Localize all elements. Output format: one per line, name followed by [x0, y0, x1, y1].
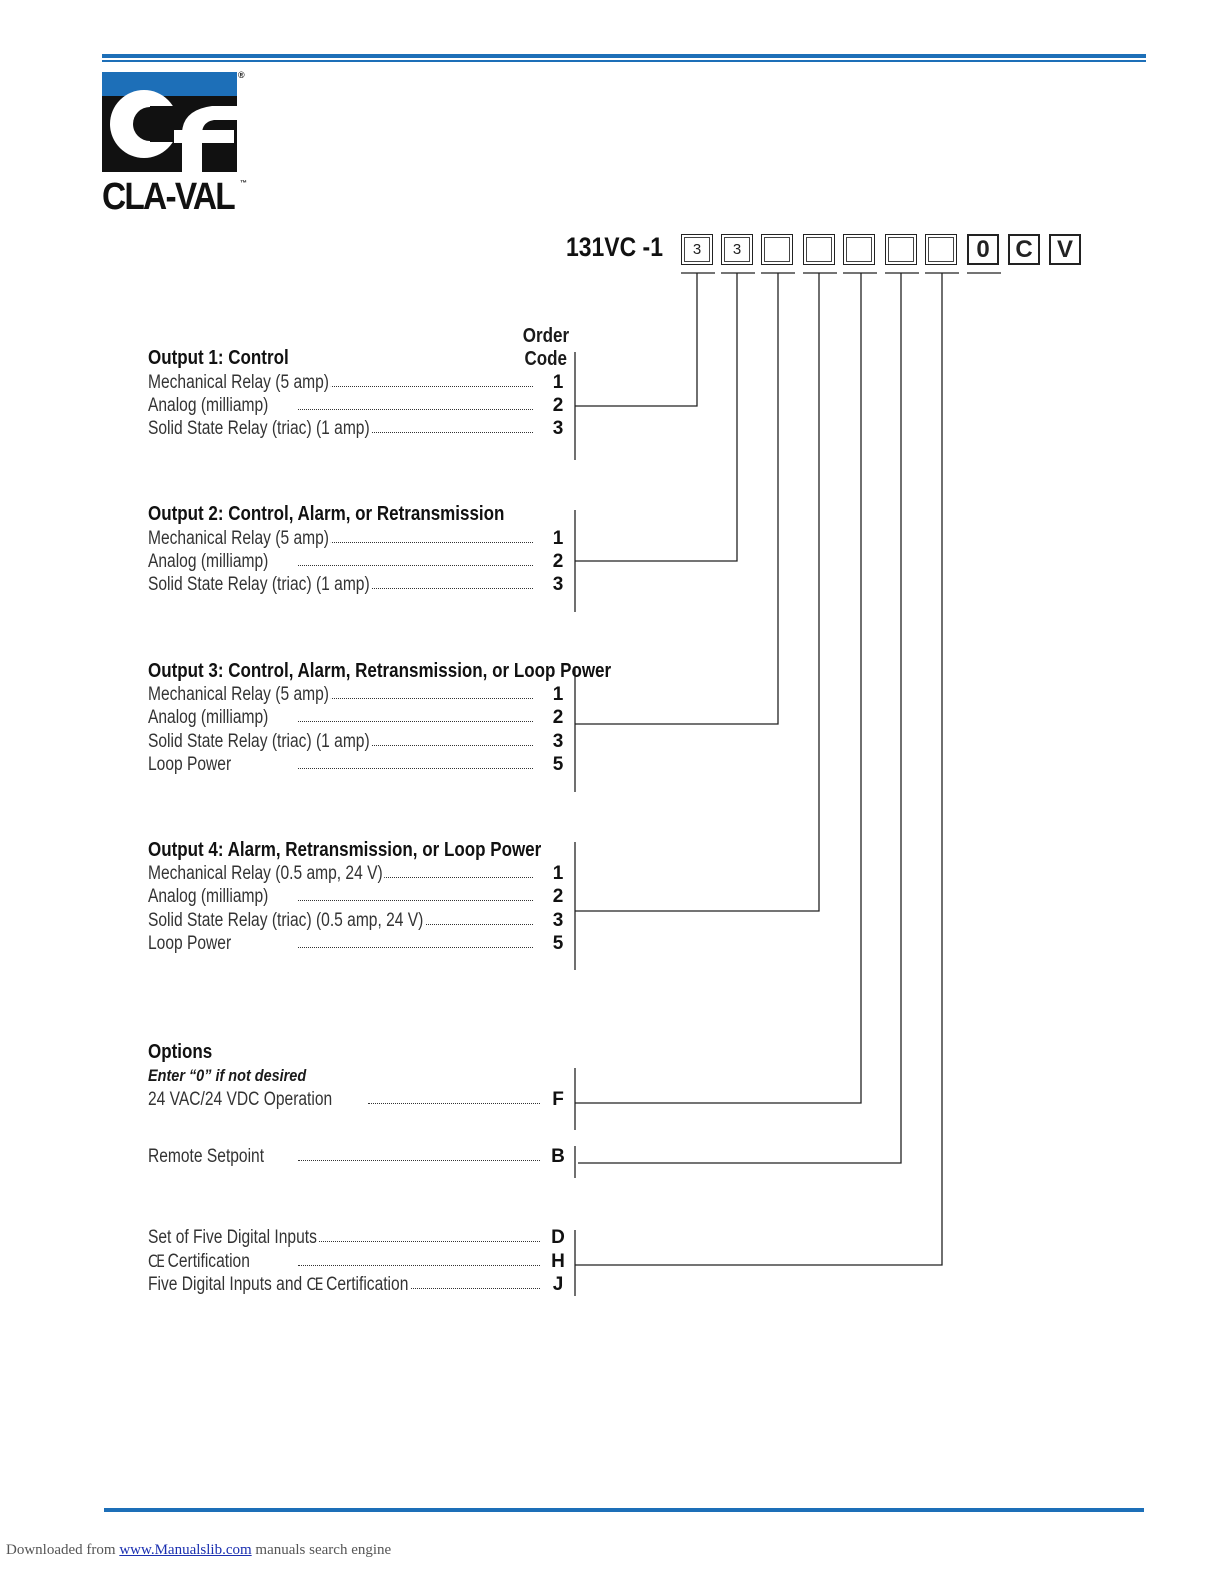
option-label [148, 707, 270, 729]
option-label [148, 372, 331, 394]
option-label-text: Analog (milliamp) [148, 707, 269, 728]
leader-dots [298, 1265, 540, 1266]
footer-prefix: Downloaded from [6, 1542, 116, 1558]
option-label-text: Solid State Relay (triac) (1 amp) [148, 418, 370, 439]
option-label-text: Analog (milliamp) [148, 551, 269, 572]
option-code: 5 [552, 933, 564, 954]
option-label [148, 933, 233, 955]
option-code: 2 [552, 707, 564, 728]
leader-dots [298, 900, 533, 901]
option-row [148, 418, 568, 440]
option-label-text: Loop Power [148, 933, 232, 954]
option-code: 2 [552, 395, 564, 416]
options-title: Options [148, 1041, 213, 1063]
section-title: Output 2: Control, Alarm, or Retransmission [148, 503, 505, 525]
ce-mark-icon: CE [306, 1275, 322, 1295]
model-prefix: 131VC -1 [566, 232, 663, 262]
order-code-header [522, 325, 570, 371]
option-row [148, 754, 568, 776]
registered-mark: ® [238, 70, 245, 80]
order-code-header-line2: Code [524, 348, 567, 370]
order-code-box [843, 234, 875, 265]
option-label [148, 1251, 252, 1273]
option-row [148, 395, 568, 417]
option-code: F [552, 1089, 564, 1110]
option-label [148, 528, 331, 550]
leader-dots [298, 542, 533, 543]
option-code: J [552, 1274, 564, 1295]
option-label-text: Remote Setpoint [148, 1146, 265, 1167]
option-label-text: Analog (milliamp) [148, 395, 269, 416]
header-rule-thin [102, 60, 1146, 62]
leader-dots [298, 768, 533, 769]
order-code-box [885, 234, 917, 265]
option-label [148, 418, 371, 440]
download-footer [6, 1542, 391, 1559]
option-code: 1 [552, 528, 564, 549]
option-row [148, 707, 568, 729]
leader-dots [298, 409, 533, 410]
leader-dots [298, 565, 533, 566]
option-row [148, 551, 568, 573]
option-label-text: Mechanical Relay (5 amp) [148, 528, 329, 549]
leader-dots [298, 386, 533, 387]
option-label [148, 395, 270, 417]
option-code: D [551, 1227, 565, 1248]
leader-dots [298, 1160, 540, 1161]
option-label [148, 1274, 410, 1296]
order-code-box [925, 234, 957, 265]
option-row [148, 1251, 568, 1273]
option-row [148, 1146, 568, 1168]
option-row [148, 731, 568, 753]
option-label-text: Mechanical Relay (5 amp) [148, 372, 329, 393]
order-code-box: 0 [967, 234, 999, 265]
order-code-box-frame [846, 237, 872, 262]
option-code: 2 [552, 886, 564, 907]
order-code-box: C [1008, 234, 1040, 265]
header-rule-thick [102, 54, 1146, 58]
option-label-text: Mechanical Relay (5 amp) [148, 684, 329, 705]
option-code: B [551, 1146, 565, 1167]
footer-suffix: manuals search engine [255, 1542, 392, 1558]
order-code-box: 3 [681, 234, 713, 265]
order-code-box [803, 234, 835, 265]
option-label-pre: Five Digital Inputs and [148, 1274, 303, 1295]
order-code-box-frame [806, 237, 832, 262]
ce-mark-icon: CE [148, 1252, 164, 1272]
footer-rule [104, 1508, 1144, 1512]
leader-dots [298, 721, 533, 722]
option-row [148, 933, 568, 955]
leader-dots [368, 1103, 540, 1104]
leader-dots [298, 698, 533, 699]
option-label-text: Certification [326, 1274, 409, 1295]
option-label-text: 24 VAC/24 VDC Operation [148, 1089, 333, 1110]
order-code-header-line1: Order [522, 325, 570, 347]
order-code-box-frame [928, 237, 954, 262]
option-label-text: Solid State Relay (triac) (1 amp) [148, 574, 370, 595]
option-code: 2 [552, 551, 564, 572]
section-title: Output 3: Control, Alarm, Retransmission, or Loop Power [148, 660, 612, 682]
options-subtitle: Enter “0” if not desired [148, 1066, 307, 1085]
option-label [148, 1146, 266, 1168]
option-label-text: Certification [167, 1251, 250, 1272]
option-label [148, 574, 371, 596]
option-label [148, 1089, 334, 1111]
leader-dots [298, 1241, 540, 1242]
header-rule [102, 54, 1146, 62]
option-label [148, 731, 371, 753]
leader-dots [298, 947, 533, 948]
option-label-text: Set of Five Digital Inputs [148, 1227, 317, 1248]
option-code: 3 [552, 731, 564, 752]
option-row [148, 574, 568, 596]
cla-val-logo [102, 72, 252, 222]
option-label [148, 754, 233, 776]
option-row [148, 372, 568, 394]
option-code: 1 [552, 684, 564, 705]
option-row [148, 1274, 568, 1296]
order-code-box-frame [724, 237, 750, 262]
option-row [148, 528, 568, 550]
option-code: 3 [552, 574, 564, 595]
order-code-box: 3 [721, 234, 753, 265]
option-label-text: Analog (milliamp) [148, 886, 269, 907]
brand-wordmark: CLA-VAL [102, 176, 234, 218]
label-prefix-group [148, 1274, 326, 1295]
option-code: 3 [552, 418, 564, 439]
order-code-box-frame [764, 237, 790, 262]
option-code: 1 [552, 372, 564, 393]
option-row [148, 1089, 568, 1111]
manualslib-link[interactable]: www.Manualslib.com [119, 1542, 252, 1558]
option-code: 5 [552, 754, 564, 775]
order-code-box [761, 234, 793, 265]
option-label [148, 910, 425, 932]
option-code: H [551, 1251, 565, 1272]
order-code-box-frame [888, 237, 914, 262]
option-row [148, 910, 568, 932]
option-label [148, 684, 331, 706]
option-row [148, 1227, 568, 1249]
cla-val-logo-mark [102, 72, 237, 172]
option-code: 3 [552, 910, 564, 931]
section-title: Output 4: Alarm, Retransmission, or Loop Power [148, 839, 542, 861]
label-prefix-group [148, 1251, 168, 1272]
option-label [148, 551, 270, 573]
order-code-box: V [1049, 234, 1081, 265]
option-label-text: Mechanical Relay (0.5 amp, 24 V) [148, 863, 383, 884]
option-row [148, 684, 568, 706]
option-label [148, 863, 384, 885]
option-label-text: Solid State Relay (triac) (0.5 amp, 24 V) [148, 910, 424, 931]
section-title: Output 1: Control [148, 347, 289, 369]
option-label-text: Solid State Relay (triac) (1 amp) [148, 731, 370, 752]
order-code-box-frame [684, 237, 710, 262]
option-label [148, 886, 270, 908]
option-row [148, 863, 568, 885]
option-row [148, 886, 568, 908]
option-label [148, 1227, 319, 1249]
option-label-text: Loop Power [148, 754, 232, 775]
trademark-mark: ™ [240, 180, 247, 187]
option-code: 1 [552, 863, 564, 884]
